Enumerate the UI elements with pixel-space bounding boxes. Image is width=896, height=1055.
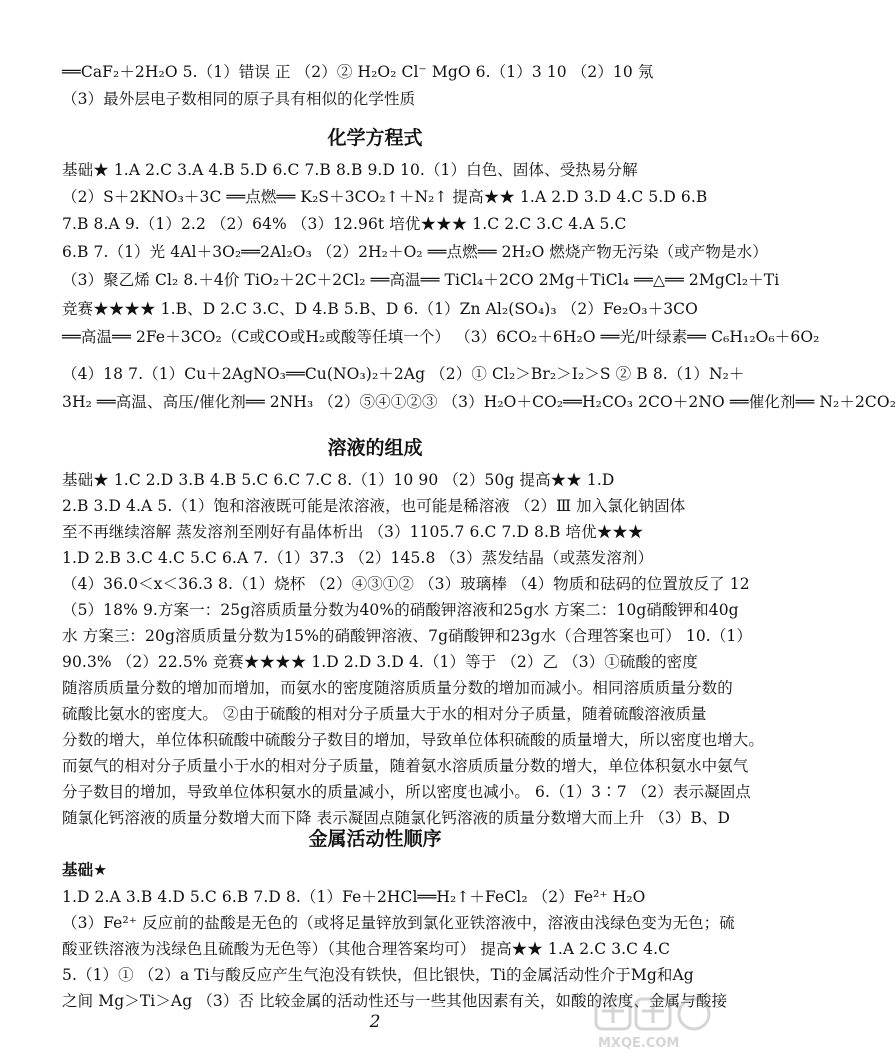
text-line: 至不再继续溶解 蒸发溶剂至刚好有晶体析出 （3）1105.7 6.C 7.D 8.B 培优★★★ — [62, 523, 644, 541]
text-line: 7.B 8.A 9.（1）2.2 （2）64% （3）12.96t 培优★★★ 1.C 2.C 3.C 4.A 5.C — [62, 215, 627, 233]
text-line: 之间 Mg＞Ti＞Ag （3）否 比较金属的活动性还与一些其他因素有关，如酸的浓度、金属与酸接 — [62, 992, 728, 1010]
section-title: 化学方程式 — [327, 127, 423, 149]
text-line: （4）36.0＜x＜36.3 8.（1）烧杯 （2）④③①② （3）玻璃棒 （4）物质和砝码的位置放反了 12 — [62, 575, 750, 593]
text-line: （4）18 7.（1）Cu＋2AgNO₃══Cu(NO₃)₂＋2Ag （2）① Cl₂＞Br₂＞I₂＞S ② B 8.（1）N₂＋ — [62, 365, 745, 383]
text-line: ══CaF₂＋2H₂O 5.（1）错误 正 （2）② H₂O₂ Cl⁻ MgO 6.（1）3 10 （2）10 氖 — [62, 63, 654, 81]
text-line: 水 方案三：20g溶质质量分数为15%的硝酸钾溶液、7g硝酸钾和23g水（合理答案也可） 10.（1） — [62, 627, 752, 645]
text-line: 随溶质质量分数的增加而增加，而氨水的密度随溶质质量分数的增加而减小。相同溶质质量分数的 — [62, 679, 733, 697]
svg-text:MXQE.COM: MXQE.COM — [598, 1036, 680, 1051]
text-line: （2）S＋2KNO₃＋3C ══点燃══ K₂S＋3CO₂↑＋N₂↑ 提高★★ 1.A 2.D 3.D 4.C 5.D 6.B — [62, 188, 708, 206]
text-line: 酸亚铁溶液为浅绿色且硫酸为无色等）（其他合理答案均可） 提高★★ 1.A 2.C 3.C 4.C — [62, 940, 671, 958]
text-line: 90.3% （2）22.5% 竞赛★★★★ 1.D 2.D 3.D 4.（1）等于 （2）乙 （3）①硫酸的密度 — [62, 653, 698, 671]
section-title: 溶液的组成 — [327, 437, 423, 459]
watermark-logo — [590, 995, 740, 1050]
section-title: 金属活动性顺序 — [308, 828, 442, 850]
text-line: （3）Fe²⁺ 反应前的盐酸是无色的（或将足量锌放到氯化亚铁溶液中，溶液由浅绿色变为无色；硫 — [62, 914, 735, 932]
page-number: 2 — [369, 1012, 381, 1032]
text-line: 硫酸比氨水的密度大。 ②由于硫酸的相对分子质量大于水的相对分子质量，随着硫酸溶液质量 — [62, 705, 707, 723]
text-line: （3）最外层电子数相同的原子具有相似的化学性质 — [62, 90, 416, 108]
text-line: （5）18% 9.方案一：25g溶质质量分数为40%的硝酸钾溶液和25g水 方案二：10g硝酸钾和40g — [62, 601, 739, 619]
text-line: 基础★ — [62, 861, 108, 879]
text-line: 6.B 7.（1）光 4Al＋3O₂══2Al₂O₃ （2）2H₂＋O₂ ══点燃══ 2H₂O 燃烧产物无污染（或产物是水） — [62, 243, 768, 261]
text-line: 基础★ 1.A 2.C 3.A 4.B 5.D 6.C 7.B 8.B 9.D 10.（1）白色、固体、受热易分解 — [62, 161, 638, 179]
text-line: 竞赛★★★★ 1.B、D 2.C 3.C、D 4.B 5.B、D 6.（1）Zn Al₂(SO₄)₃ （2）Fe₂O₃＋3CO — [62, 300, 698, 318]
text-line: ══高温══ 2Fe＋3CO₂（C或CO或H₂或酸等任填一个） （3）6CO₂＋6H₂O ══光/叶绿素══ C₆H₁₂O₆＋6O₂ — [62, 328, 820, 346]
text-line: 分子数目的增加，导致单位体积氨水的质量减小，所以密度也减小。 6.（1）3∶7 （2）表示凝固点 — [62, 783, 751, 801]
text-line: 5.（1）① （2）a Ti与酸反应产生气泡没有铁快，但比银快，Ti的金属活动性介于Mg和Ag — [62, 966, 694, 984]
text-line: 2.B 3.D 4.A 5.（1）饱和溶液既可能是浓溶液，也可能是稀溶液 （2）Ⅲ 加入氯化钠固体 — [62, 497, 686, 515]
text-line: 分数的增大，单位体积硫酸中硫酸分子数目的增加，导致单位体积硫酸的质量增大，所以密度也增大。 — [62, 731, 765, 749]
text-line: 基础★ 1.C 2.D 3.B 4.B 5.C 6.C 7.C 8.（1）10 90 （2）50g 提高★★ 1.D — [62, 471, 615, 489]
text-line: 3H₂ ══高温、高压/催化剂══ 2NH₃ （2）⑤④①②③ （3）H₂O＋CO₂══H₂CO₃ 2CO＋2NO ══催化剂══ N₂＋2CO₂ — [62, 393, 896, 411]
text-line: 1.D 2.B 3.C 4.C 5.C 6.A 7.（1）37.3 （2）145.8 （3）蒸发结晶（或蒸发溶剂） — [62, 549, 654, 567]
text-line: （3）聚乙烯 Cl₂ 8.＋4价 TiO₂＋2C＋2Cl₂ ══高温══ TiCl₄＋2CO 2Mg＋TiCl₄ ══△══ 2MgCl₂＋Ti — [62, 271, 780, 289]
text-line: 而氨气的相对分子质量小于水的相对分子质量，随着氨水溶质质量分数的增大，单位体积氨水中氨气 — [62, 757, 749, 775]
text-line: 随氯化钙溶液的质量分数增大而下降 表示凝固点随氯化钙溶液的质量分数增大而上升 （3）B、D — [62, 809, 731, 827]
text-line: 1.D 2.A 3.B 4.D 5.C 6.B 7.D 8.（1）Fe＋2HCl══H₂↑＋FeCl₂ （2）Fe²⁺ H₂O — [62, 888, 646, 906]
